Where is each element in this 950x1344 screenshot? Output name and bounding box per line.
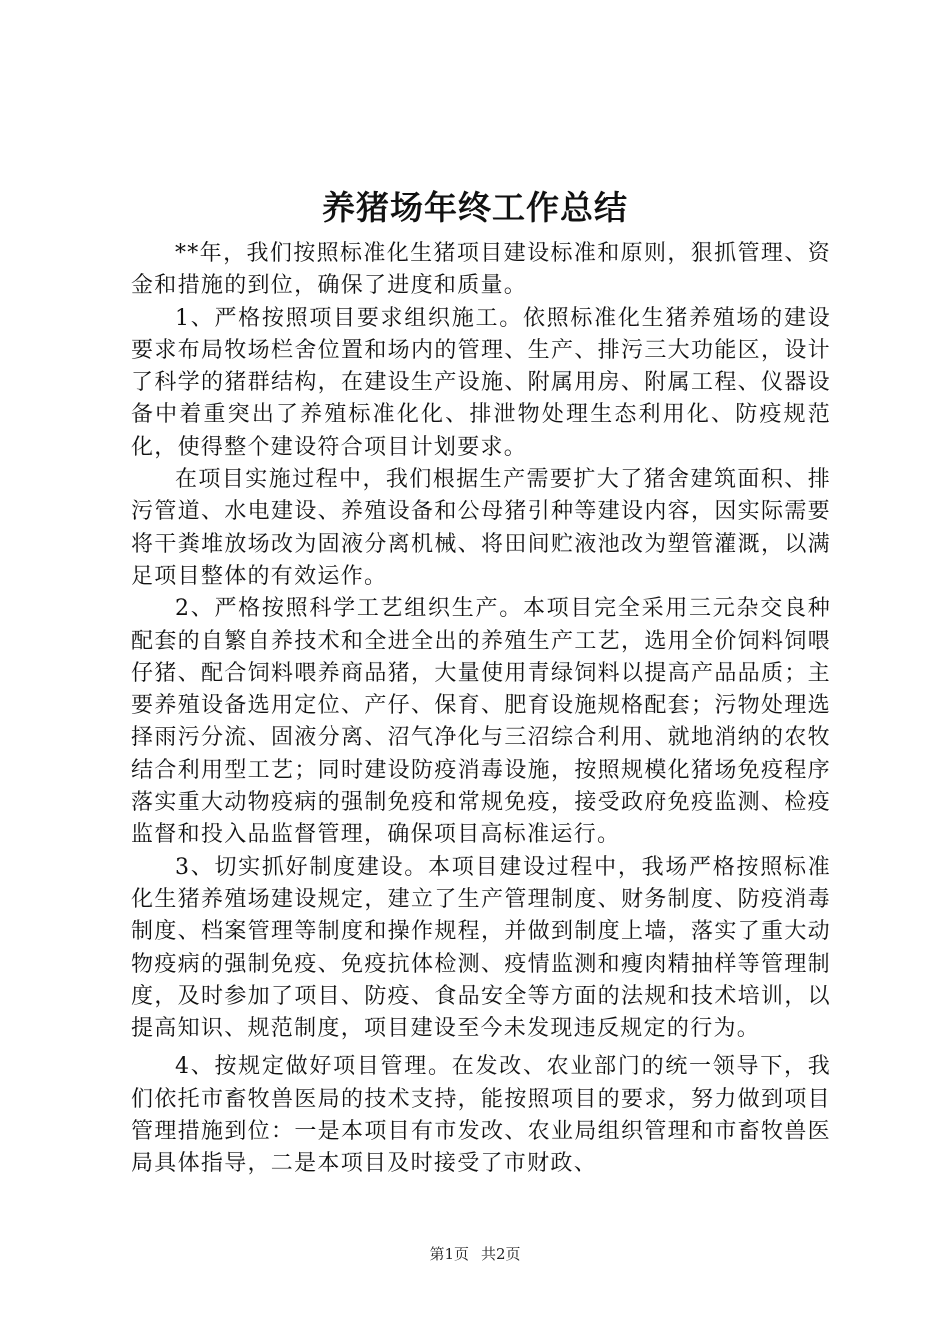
paragraph-item-1: 1、严格按照项目要求组织施工。依照标准化生猪养殖场的建设要求布局牧场栏舍位置和场内的管理、生产、排污三大功能区，设计了科学的猪群结构，在建设生产设施、附属用房、附属工程、仪器设备中着重突出了养殖标准化化、排泄物处理生态利用化、防疫规范化，使得整个建设符合项目计划要求。 — [131, 305, 831, 460]
page-number: 第1页 — [429, 1245, 469, 1263]
document-body — [131, 238, 831, 1181]
page-total: 共2页 — [481, 1245, 521, 1263]
paragraph-item-2: 2、严格按照科学工艺组织生产。本项目完全采用三元杂交良种配套的自繁自养技术和全进全出的养殖生产工艺，选用全价饲料饲喂仔猪、配合饲料喂养商品猪，大量使用青绿饲料以提高产品品质；主要养殖设备选用定位、产仔、保育、肥育设施规格配套；污物处理选择雨污分流、固液分离、沼气净化与三沼综合利用、就地消纳的农牧结合利用型工艺；同时建设防疫消毒设施，按照规模化猪场免疫程序落实重大动物疫病的强制免疫和常规免疫，接受政府免疫监测、检疫监督和投入品监督管理，确保项目高标准运行。 — [131, 596, 831, 848]
paragraph-intro: **年，我们按照标准化生猪项目建设标准和原则，狠抓管理、资金和措施的到位，确保了进度和质量。 — [131, 241, 831, 299]
paragraph-item-3: 3、切实抓好制度建设。本项目建设过程中，我场严格按照标准化生猪养殖场建设规定，建立了生产管理制度、财务制度、防疫消毒制度、档案管理等制度和操作规程，并做到制度上墙，落实了重大动物疫病的强制免疫、免疫抗体检测、疫情监测和瘦肉精抽样等管理制度，及时参加了项目、防疫、食品安全等方面的法规和技术培训，以提高知识、规范制度，项目建设至今未发现违反规定的行为。 — [131, 854, 831, 1042]
paragraph-item-4: 4、按规定做好项目管理。在发改、农业部门的统一领导下，我们依托市畜牧兽医局的技术支持，能按照项目的要求，努力做到项目管理措施到位：一是本项目有市发改、农业局组织管理和市畜牧兽医局具体指导，二是本项目及时接受了市财政、 — [131, 1054, 831, 1177]
document-title: 养猪场年终工作总结 — [322, 188, 628, 227]
page-footer — [0, 1244, 950, 1264]
paragraph-implementation: 在项目实施过程中，我们根据生产需要扩大了猪舍建筑面积、排污管道、水电建设、养殖设备和公母猪引种等建设内容，因实际需要将干粪堆放场改为固液分离机械、将田间贮液池改为塑管灌溉，以满足项目整体的有效运作。 — [131, 467, 831, 589]
